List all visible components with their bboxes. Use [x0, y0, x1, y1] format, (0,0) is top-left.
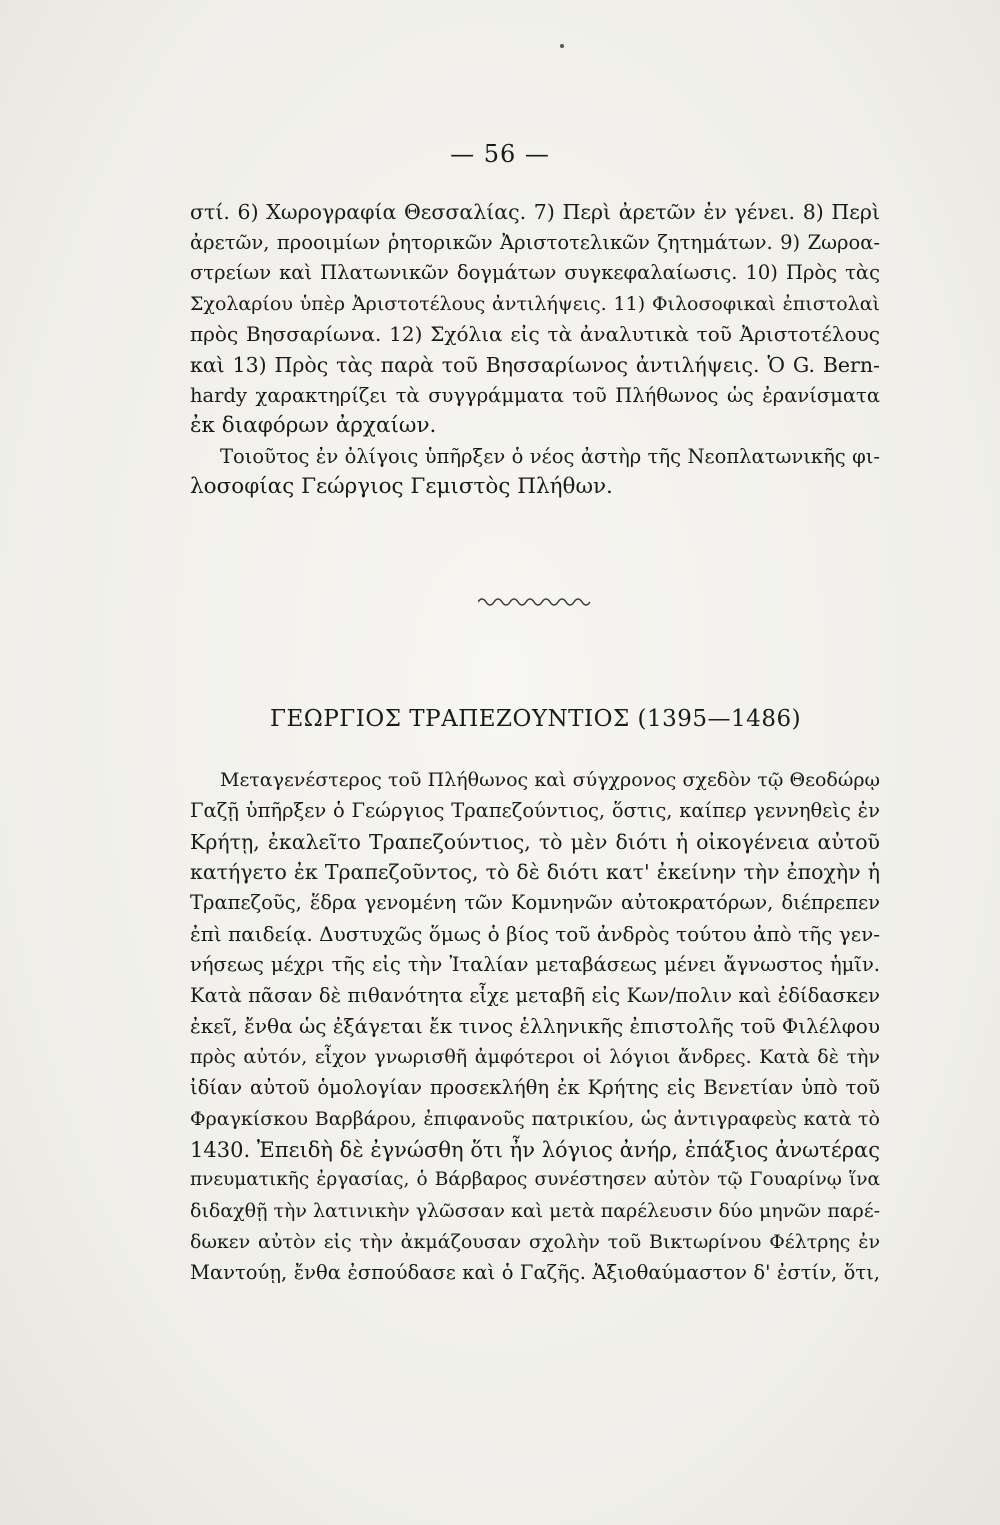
text-line: Γαζῇ ὑπῆρξεν ὁ Γεώργιος Τραπεζούντιος, ὅστις, καίπερ γεννηθεὶς ἐν [190, 798, 880, 822]
text-line: Τραπεζοῦς, ἕδρα γενομένη τῶν Κομνηνῶν αὐτοκρατόρων, διέπρεπεν [190, 891, 880, 915]
text-line: διδαχθῇ τὴν λατινικὴν γλῶσσαν καὶ μετὰ παρέλευσιν δύο μηνῶν παρέ- [190, 1200, 881, 1223]
text-line: Κρήτῃ, ἐκαλεῖτο Τραπεζούντιος, τὸ μὲν διότι ἡ οἰκογένεια αὐτοῦ [190, 829, 880, 854]
text-line: ἰδίαν αὐτοῦ ὁμολογίαν προσεκλήθη ἐκ Κρήτης εἰς Βενετίαν ὑπὸ τοῦ [190, 1075, 880, 1099]
paragraph-biography [190, 765, 880, 1289]
text-line: κατήγετο ἐκ Τραπεζοῦντος, τὸ δὲ διότι κατ' ἐκείνην τὴν ἐποχὴν ἡ [190, 860, 880, 885]
text-line: στί. 6) Χωρογραφία Θεσσαλίας. 7) Περὶ ἀρετῶν ἐν γένει. 8) Περὶ [190, 200, 880, 224]
text-line: ἀρετῶν, προοιμίων ῥητορικῶν Ἀριστοτελικῶν ζητημάτων. 9) Ζωροα- [190, 230, 880, 254]
text-line: Φραγκίσκου Βαρβάρου, ἐπιφανοῦς πατρικίου, ὡς ἀντιγραφεὺς κατὰ τὸ [190, 1107, 880, 1130]
text-line: 1430. Ἐπειδὴ δὲ ἐγνώσθη ὅτι ἦν λόγιος ἀνήρ, ἐπάξιος ἀνωτέρας [190, 1137, 880, 1162]
text-line: στρείων καὶ Πλατωνικῶν δογμάτων συγκεφαλαίωσις. 10) Πρὸς τὰς [190, 261, 880, 285]
text-line: νήσεως μέχρι τῆς εἰς τὴν Ἰταλίαν μεταβάσεως μένει ἄγνωστος ἡμῖν. [190, 952, 880, 976]
text-line: ἐκ διαφόρων ἀρχαίων. [190, 413, 437, 439]
text-line: λοσοφίας Γεώργιος Γεμιστὸς Πλήθων. [190, 474, 613, 500]
text-line: Κατὰ πᾶσαν δὲ πιθανότητα εἶχε μεταβῆ εἰς Κων/πολιν καὶ ἐδίδασκεν [190, 983, 880, 1007]
text-line: πρὸς Βησσαρίωνα. 12) Σχόλια εἰς τὰ ἀναλυτικὰ τοῦ Ἀριστοτέλους [190, 322, 880, 347]
text-line: Μεταγενέστερος τοῦ Πλήθωνος καὶ σύγχρονος σχεδὸν τῷ Θεοδώρῳ [220, 769, 880, 791]
text-line: Μαντούῃ, ἔνθα ἐσπούδασε καὶ ὁ Γαζῆς. Ἀξιοθαύμαστον δ' ἐστίν, ὅτι, [190, 1260, 880, 1284]
ink-speck [560, 44, 564, 48]
text-line: καὶ 13) Πρὸς τὰς παρὰ τοῦ Βησσαρίωνος ἀντιλήψεις. Ὁ G. Bern- [190, 352, 880, 377]
text-line: Τοιοῦτος ἐν ὀλίγοις ὑπῆρξεν ὁ νέος ἀστὴρ τῆς Νεοπλατωνικῆς φι- [220, 444, 880, 468]
section-heading: ΓΕΩΡΓΙΟΣ ΤΡΑΠΕΖΟΥΝΤΙΟΣ (1395—1486) [270, 706, 802, 732]
text-line: hardy χαρακτηρίζει τὰ συγγράμματα τοῦ Πλήθωνος ὡς ἐρανίσματα [190, 383, 880, 407]
text-line: ἐκεῖ, ἔνθα ὡς ἐξάγεται ἔκ τινος ἑλληνικῆς ἐπιστολῆς τοῦ Φιλέλφου [190, 1014, 880, 1039]
page-number: — 56 — [450, 140, 550, 168]
text-line: πρὸς αὐτόν, εἶχον γνωρισθῆ ἀμφότεροι οἱ λόγιοι ἄνδρες. Κατὰ δὲ τὴν [190, 1046, 880, 1069]
paragraph-catalogue [190, 197, 880, 503]
text-line: δωκεν αὐτὸν εἰς τὴν ἀκμάζουσαν σχολὴν τοῦ Βικτωρίνου Φέλτρης ἐν [190, 1230, 880, 1253]
text-line: πνευματικῆς ἐργασίας, ὁ Βάρβαρος συνέστησεν αὐτὸν τῷ Γουαρίνῳ ἵνα [190, 1169, 880, 1191]
wavy-rule-ornament [478, 592, 593, 612]
text-line: Σχολαρίου ὑπὲρ Ἀριστοτέλους ἀντιλήψεις. 11) Φιλοσοφικαὶ ἐπιστολαὶ [190, 292, 880, 315]
text-line: ἐπὶ παιδείᾳ. Δυστυχῶς ὅμως ὁ βίος τοῦ ἀνδρὸς τούτου ἀπὸ τῆς γεν- [190, 921, 880, 946]
